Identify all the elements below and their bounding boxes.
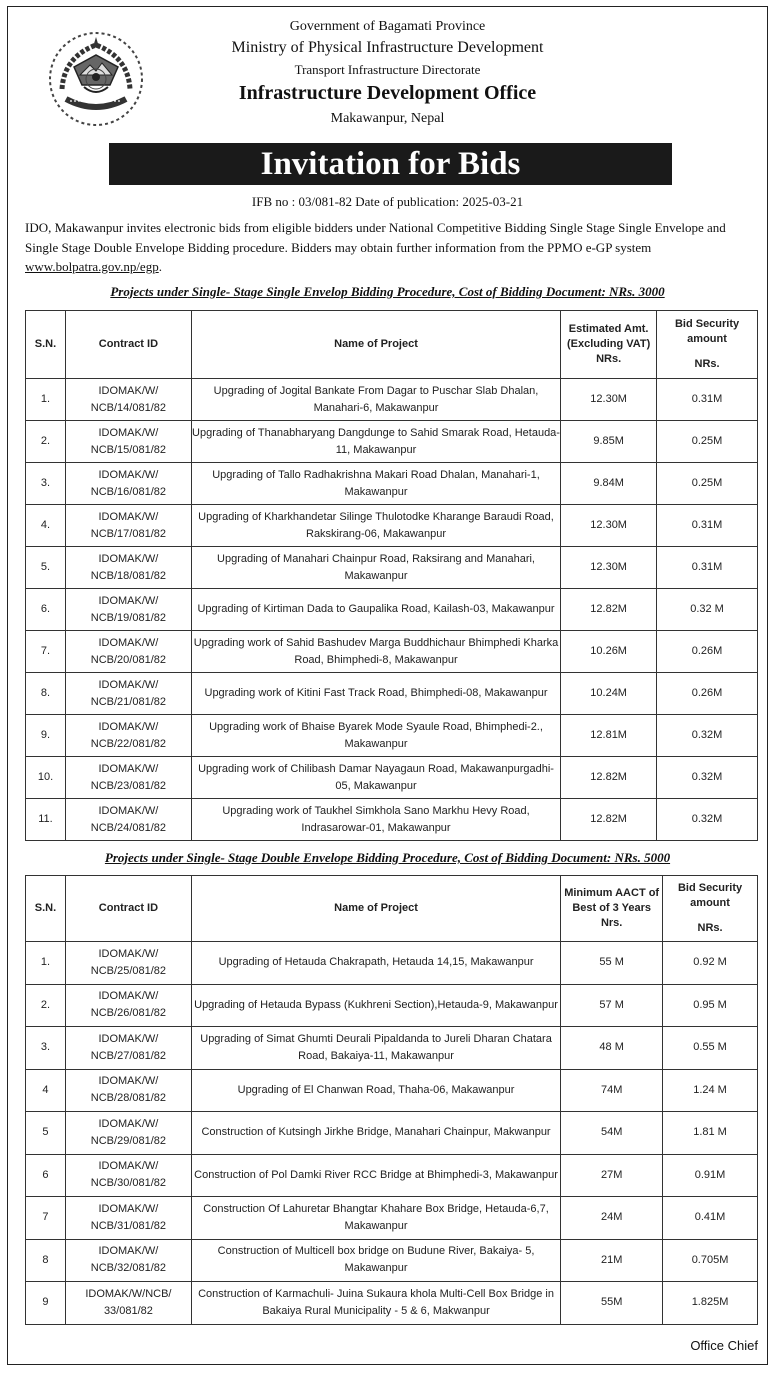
amount-cell: 12.30M — [561, 505, 657, 547]
bid-security-cell: 0.31M — [657, 505, 758, 547]
amount-cell: 24M — [561, 1197, 663, 1240]
row-serial-number: 8 — [26, 1239, 66, 1282]
row-serial-number: 9 — [26, 1282, 66, 1325]
amount-cell: 10.26M — [561, 631, 657, 673]
row-serial-number: 4. — [26, 505, 66, 547]
project-name-cell: Upgrading work of Sahid Bashudev Marga Buddhichaur Bhimphedi Kharka Road, Bhimphedi-8, Makawanpur — [191, 631, 560, 673]
section2-title-text: Projects under Single- Stage Double Envelope Bidding Procedure, Cost of Bidding Document: — [104, 850, 615, 865]
contract-id-cell: IDOMAK/W/ NCB/28/081/82 — [65, 1069, 191, 1112]
table-row — [26, 1069, 758, 1112]
column-header-sn: S.N. — [26, 876, 66, 942]
amount-cell: 48 M — [561, 1027, 663, 1070]
column-header-minimum-aact: Minimum AACT of Best of 3 Years Nrs. — [561, 876, 663, 942]
bid-security-cell: 0.95 M — [663, 984, 758, 1027]
contract-id-cell: IDOMAK/W/ NCB/15/081/82 — [65, 421, 191, 463]
bid-security-cell: 1.24 M — [663, 1069, 758, 1112]
bid-security-cell: 0.32 M — [657, 589, 758, 631]
table-row — [26, 673, 758, 715]
project-name-cell: Construction of Kutsingh Jirkhe Bridge, Manahari Chainpur, Makwanpur — [191, 1112, 560, 1155]
column-header-contract-id: Contract ID — [65, 311, 191, 379]
contract-id-cell: IDOMAK/W/ NCB/26/081/82 — [65, 984, 191, 1027]
row-serial-number: 3. — [26, 1027, 66, 1070]
table-row — [26, 463, 758, 505]
row-serial-number: 6 — [26, 1154, 66, 1197]
row-serial-number: 2. — [26, 421, 66, 463]
row-serial-number: 2. — [26, 984, 66, 1027]
amount-cell: 55 M — [561, 942, 663, 985]
bid-security-cell: 0.32M — [657, 715, 758, 757]
column-header-bid-security — [663, 876, 758, 942]
single-envelope-table — [25, 310, 758, 841]
row-serial-number: 7. — [26, 631, 66, 673]
section2-cost: NRs. 5000 — [614, 850, 671, 865]
bid-security-unit: NRs. — [697, 922, 723, 934]
bid-security-cell: 0.26M — [657, 631, 758, 673]
office-header — [8, 17, 767, 131]
single-envelope-rows — [26, 379, 758, 841]
ministry-name: Ministry of Physical Infrastructure Development — [231, 39, 544, 56]
office-location: Makawanpur, Nepal — [330, 111, 445, 126]
contract-id-cell: IDOMAK/W/ NCB/27/081/82 — [65, 1027, 191, 1070]
contract-id-cell: IDOMAK/W/ NCB/29/081/82 — [65, 1112, 191, 1155]
notice-page — [7, 6, 768, 1365]
section2-title — [8, 850, 767, 866]
project-name-cell: Upgrading of Thanabharyang Dangdunge to Sahid Smarak Road, Hetauda-11, Makawanpur — [191, 421, 560, 463]
contract-id-cell: IDOMAK/W/ NCB/19/081/82 — [65, 589, 191, 631]
section1-title-text: Projects under Single- Stage Single Envelop Bidding Procedure, Cost of Bidding Document: — [110, 284, 610, 299]
column-header-bid-security — [657, 311, 758, 379]
section1-cost: NRs. 3000 — [609, 284, 665, 299]
amount-cell: 9.85M — [561, 421, 657, 463]
row-serial-number: 9. — [26, 715, 66, 757]
table-row — [26, 1112, 758, 1155]
intro-end: . — [158, 259, 162, 274]
bid-security-cell: 0.92 M — [663, 942, 758, 985]
bid-security-cell: 1.81 M — [663, 1112, 758, 1155]
amount-cell: 12.82M — [561, 589, 657, 631]
bid-security-cell: 0.25M — [657, 421, 758, 463]
amount-cell: 10.24M — [561, 673, 657, 715]
project-name-cell: Upgrading of El Chanwan Road, Thaha-06, Makawanpur — [191, 1069, 560, 1112]
project-name-cell: Upgrading of Tallo Radhakrishna Makari Road Dhalan, Manahari-1, Makawanpur — [191, 463, 560, 505]
row-serial-number: 8. — [26, 673, 66, 715]
table-row — [26, 1239, 758, 1282]
double-envelope-table — [25, 875, 758, 1325]
column-header-project-name: Name of Project — [191, 311, 560, 379]
bid-security-cell: 0.705M — [663, 1239, 758, 1282]
contract-id-cell: IDOMAK/W/ NCB/24/081/82 — [65, 799, 191, 841]
contract-id-cell: IDOMAK/W/ NCB/17/081/82 — [65, 505, 191, 547]
table-row — [26, 942, 758, 985]
office-chief-signature: Office Chief — [690, 1338, 758, 1353]
column-header-contract-id: Contract ID — [65, 876, 191, 942]
table-row — [26, 1027, 758, 1070]
row-serial-number: 10. — [26, 757, 66, 799]
amount-cell: 12.30M — [561, 379, 657, 421]
intro-text: IDO, Makawanpur invites electronic bids from eligible bidders under National Competitive Bidding Single Stage Single Envelope and Single Stage Double Envelope Bidding procedure. Bidders may obtain further information from the PPMO e-GP system — [25, 220, 726, 255]
amount-cell: 57 M — [561, 984, 663, 1027]
project-name-cell: Upgrading work of Kitini Fast Track Road, Bhimphedi-08, Makawanpur — [191, 673, 560, 715]
contract-id-cell: IDOMAK/W/ NCB/20/081/82 — [65, 631, 191, 673]
amount-cell: 27M — [561, 1154, 663, 1197]
contract-id-cell: IDOMAK/W/ NCB/32/081/82 — [65, 1239, 191, 1282]
table-row — [26, 421, 758, 463]
project-name-cell: Upgrading of Manahari Chainpur Road, Raksirang and Manahari, Makawanpur — [191, 547, 560, 589]
column-header-estimated-amount: Estimated Amt. (Excluding VAT) NRs. — [561, 311, 657, 379]
bid-security-unit: NRs. — [694, 358, 720, 370]
row-serial-number: 1. — [26, 379, 66, 421]
contract-id-cell: IDOMAK/W/ NCB/16/081/82 — [65, 463, 191, 505]
table-row — [26, 799, 758, 841]
bid-security-cell: 0.91M — [663, 1154, 758, 1197]
amount-cell: 21M — [561, 1239, 663, 1282]
table-row — [26, 1197, 758, 1240]
double-envelope-rows — [26, 942, 758, 1325]
bid-security-label: Bid Security amount — [677, 882, 743, 909]
bid-security-label: Bid Security amount — [674, 318, 740, 345]
table-row — [26, 1282, 758, 1325]
table-row — [26, 631, 758, 673]
contract-id-cell: IDOMAK/W/ NCB/23/081/82 — [65, 757, 191, 799]
contract-id-cell: IDOMAK/W/ NCB/21/081/82 — [65, 673, 191, 715]
row-serial-number: 5 — [26, 1112, 66, 1155]
contract-id-cell: IDOMAK/W/ NCB/14/081/82 — [65, 379, 191, 421]
bid-security-cell: 0.32M — [657, 799, 758, 841]
office-name: Infrastructure Development Office — [238, 82, 537, 104]
project-name-cell: Construction of Multicell box bridge on Budune River, Bakaiya- 5, Makawanpur — [191, 1239, 560, 1282]
contract-id-cell: IDOMAK/W/ NCB/18/081/82 — [65, 547, 191, 589]
project-name-cell: Construction Of Lahuretar Bhangtar Khahare Box Bridge, Hetauda-6,7, Makawanpur — [191, 1197, 560, 1240]
project-name-cell: Upgrading of Jogital Bankate From Dagar to Puschar Slab Dhalan, Manahari-6, Makawanpur — [191, 379, 560, 421]
column-header-sn: S.N. — [26, 311, 66, 379]
bid-security-cell: 0.31M — [657, 379, 758, 421]
contract-id-cell: IDOMAK/W/NCB/ 33/081/82 — [65, 1282, 191, 1325]
column-header-project-name: Name of Project — [191, 876, 560, 942]
contract-id-cell: IDOMAK/W/ NCB/25/081/82 — [65, 942, 191, 985]
table-row — [26, 547, 758, 589]
table-row — [26, 589, 758, 631]
amount-cell: 12.82M — [561, 757, 657, 799]
table-row — [26, 1154, 758, 1197]
amount-cell: 12.82M — [561, 799, 657, 841]
row-serial-number: 4 — [26, 1069, 66, 1112]
amount-cell: 54M — [561, 1112, 663, 1155]
table-row — [26, 505, 758, 547]
intro-paragraph — [25, 218, 755, 277]
bid-security-cell: 0.31M — [657, 547, 758, 589]
project-name-cell: Upgrading of Hetauda Bypass (Kukhreni Section),Hetauda-9, Makawanpur — [191, 984, 560, 1027]
amount-cell: 12.30M — [561, 547, 657, 589]
table-row — [26, 757, 758, 799]
project-name-cell: Construction of Pol Damki River RCC Bridge at Bhimphedi-3, Makawanpur — [191, 1154, 560, 1197]
bid-security-cell: 0.26M — [657, 673, 758, 715]
contract-id-cell: IDOMAK/W/ NCB/22/081/82 — [65, 715, 191, 757]
row-serial-number: 11. — [26, 799, 66, 841]
contract-id-cell: IDOMAK/W/ NCB/31/081/82 — [65, 1197, 191, 1240]
project-name-cell: Upgrading work of Chilibash Damar Nayagaun Road, Makawanpurgadhi-05, Makawanpur — [191, 757, 560, 799]
bid-security-cell: 0.32M — [657, 757, 758, 799]
project-name-cell: Upgrading work of Bhaise Byarek Mode Syaule Road, Bhimphedi-2., Makawanpur — [191, 715, 560, 757]
bid-security-cell: 0.25M — [657, 463, 758, 505]
row-serial-number: 6. — [26, 589, 66, 631]
bid-security-cell: 0.41M — [663, 1197, 758, 1240]
notice-title: Invitation for Bids — [109, 143, 672, 185]
row-serial-number: 7 — [26, 1197, 66, 1240]
section1-title — [8, 284, 767, 300]
project-name-cell: Upgrading of Simat Ghumti Deurali Pipaldanda to Jureli Dharan Chatara Road, Bakaiya-11, Makawanpur — [191, 1027, 560, 1070]
bid-security-cell: 1.825M — [663, 1282, 758, 1325]
row-serial-number: 5. — [26, 547, 66, 589]
project-name-cell: Upgrading of Kharkhandetar Silinge Thulotodke Kharange Baraudi Road, Rakskirang-06, Makawanpur — [191, 505, 560, 547]
egp-link[interactable]: www.bolpatra.gov.np/egp — [25, 259, 159, 274]
contract-id-cell: IDOMAK/W/ NCB/30/081/82 — [65, 1154, 191, 1197]
table-row — [26, 715, 758, 757]
amount-cell: 12.81M — [561, 715, 657, 757]
project-name-cell: Construction of Karmachuli- Juina Sukaura khola Multi-Cell Box Bridge in Bakaiya Rural Municipality - 5 & 6, Makwanpur — [191, 1282, 560, 1325]
table-row — [26, 984, 758, 1027]
project-name-cell: Upgrading of Hetauda Chakrapath, Hetauda 14,15, Makawanpur — [191, 942, 560, 985]
row-serial-number: 1. — [26, 942, 66, 985]
project-name-cell: Upgrading work of Taukhel Simkhola Sano Markhu Hevy Road, Indrasarowar-01, Makawanpur — [191, 799, 560, 841]
government-name: Government of Bagamati Province — [289, 19, 486, 34]
amount-cell: 55M — [561, 1282, 663, 1325]
directorate-name: Transport Infrastructure Directorate — [294, 62, 481, 77]
bid-security-cell: 0.55 M — [663, 1027, 758, 1070]
amount-cell: 74M — [561, 1069, 663, 1112]
table-row — [26, 379, 758, 421]
project-name-cell: Upgrading of Kirtiman Dada to Gaupalika Road, Kailash-03, Makawanpur — [191, 589, 560, 631]
amount-cell: 9.84M — [561, 463, 657, 505]
ifb-line: IFB no : 03/081-82 Date of publication: 2025-03-21 — [251, 194, 524, 209]
row-serial-number: 3. — [26, 463, 66, 505]
